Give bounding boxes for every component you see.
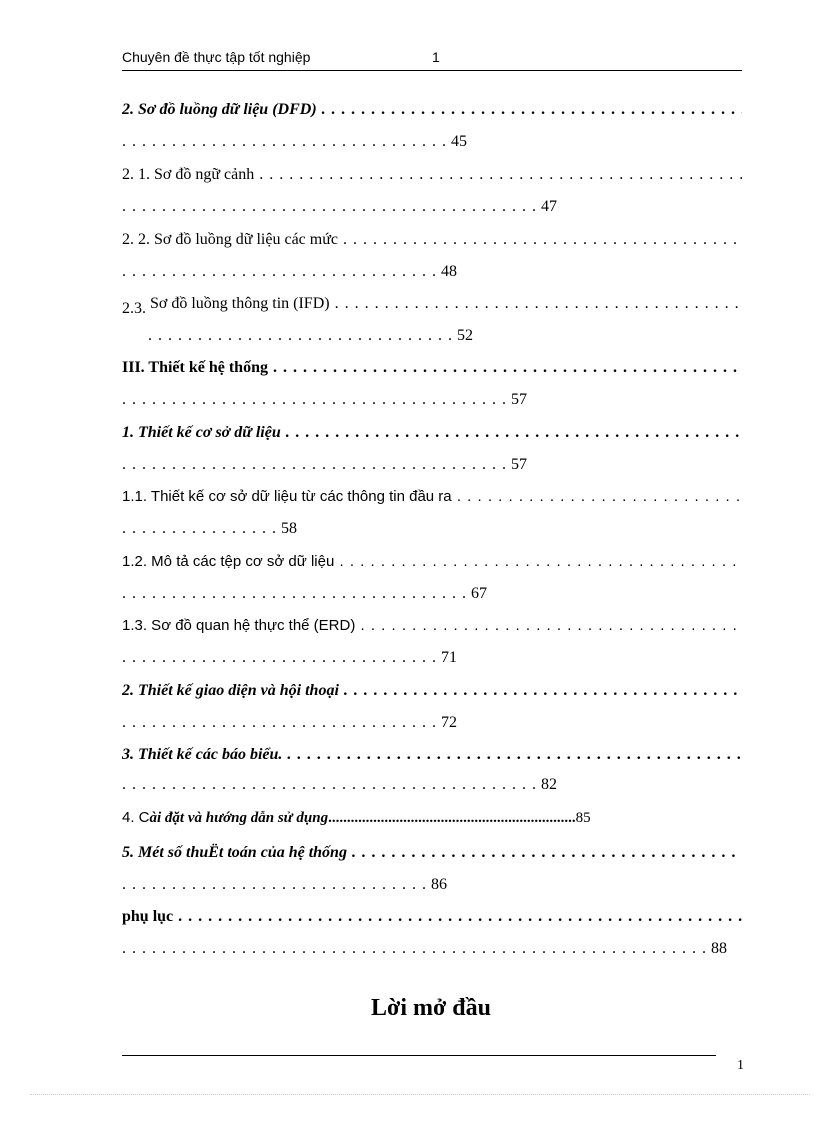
toc-leader-dots: . . . . . . . . . . . . . . . . . . . . . . . . . . . . . . . . (122, 263, 437, 280)
toc-leader-dots: . . . . . . . . . . . . . . . . . . . . . . . . . . . . . . . (122, 876, 427, 893)
toc-leader-dots: . . . . . . . . . . . . . . . . . . . . . . . . . . . . . . . . . . . (122, 585, 467, 602)
toc-entry-title: 1.2. Mô tả các tệp cơ sở dữ liệu . . . (122, 553, 742, 570)
toc-entry-db-files[interactable] (122, 552, 742, 612)
page-edge-divider (30, 1094, 810, 1095)
toc-entry-dfd[interactable] (122, 100, 742, 160)
toc-leader-dots: . . . . . . . . . . . . . . . . (122, 520, 277, 537)
toc-page-number: 67 (471, 585, 487, 602)
toc-leader-dots: . . . . . . . . . . . . . . . . . . . . . . . . . . . . . . . . . . . . . . . . . . (122, 776, 537, 793)
toc-page-number: 58 (281, 520, 297, 537)
toc-entry-prefix: 4. C (122, 809, 150, 826)
toc-entry-title: III. Thiết kế hệ thống . . . (122, 359, 742, 376)
toc-entry-title: phụ lục . . . (122, 908, 742, 925)
toc-entry-title: 2. 1. Sơ đồ ngữ cảnh . . . (122, 166, 742, 183)
page-header (122, 48, 742, 71)
footer-rule (122, 1055, 716, 1056)
toc-leader-dots: . . . . . . . . . . . . . . . . . . . . . . . . . . . . . . . . . . . . . . . . . . (122, 198, 537, 215)
toc-leader-dots: . . . . . . . . . . . . . . . . . . . . . . . . . . . . . . . . (122, 649, 437, 666)
toc-page-number: 45 (451, 133, 467, 150)
toc-entry-title: Sơ đồ luồng thông tin (IFD) . . . (146, 295, 742, 312)
toc-entry-database-design[interactable] (122, 423, 742, 483)
toc-page-number: 48 (441, 263, 457, 280)
toc-leader-dots: . . . . . . . . . . . . . . . . . . . . . . . . . . . . . . . . (122, 714, 437, 731)
toc-entry-installation[interactable] (122, 808, 742, 828)
toc-entry-title: 2. Thiết kế giao diện và hội thoại . . . (122, 682, 742, 699)
toc-leader-dots: .................................................................. (328, 810, 576, 826)
section-heading: Lời mở đầu (371, 995, 491, 1021)
toc-page-number: 88 (711, 940, 727, 957)
toc-entry-system-design[interactable] (122, 358, 742, 418)
toc-leader-dots: . . . . . . . . . . . . . . . . . . . . . . . . . . . . . . . . . . . . . . . . . . . . . . . . . . . . . . . . . . . (122, 940, 707, 957)
toc-entry-title: ài đặt và hướng dẫn sử dụng (149, 810, 329, 826)
toc-page-number: 57 (511, 456, 527, 473)
toc-page-number: 72 (441, 714, 457, 731)
toc-page-number: 71 (441, 649, 457, 666)
toc-entry-title: 2. Sơ đồ luồng dữ liệu (DFD) . . . (122, 101, 742, 118)
header-title: Chuyên đề thực tập tốt nghiệp (122, 49, 311, 65)
toc-page-number: 86 (431, 876, 447, 893)
toc-page-number: 52 (457, 327, 473, 344)
toc-page-number: 57 (511, 391, 527, 408)
toc-entry-erd[interactable] (122, 616, 742, 676)
toc-leader-dots: . . . . . . . . . . . . . . . . . . . . . . . . . . . . . . . (148, 327, 453, 344)
toc-page-number: 85 (575, 810, 591, 826)
footer-page-number: 1 (737, 1058, 744, 1073)
toc-entry-ifd[interactable] (122, 294, 742, 354)
toc-leader-dots: . . . . . . . . . . . . . . . . . . . . . . . . . . . . . . . . . . . . . . . (122, 456, 507, 473)
toc-entry-title: 2. 2. Sơ đồ luồng dữ liệu các mức . . . (122, 231, 742, 248)
toc-entry-prefix: 2.3. (122, 300, 146, 314)
toc-entry-dfd-levels[interactable] (122, 230, 742, 290)
toc-entry-title: 3. Thiết kế các báo biểu. . . . (122, 746, 742, 763)
toc-entry-ui-design[interactable] (122, 681, 742, 741)
header-page-number: 1 (432, 49, 440, 65)
toc-page-number: 47 (541, 198, 557, 215)
toc-leader-dots: . . . . . . . . . . . . . . . . . . . . . . . . . . . . . . . . . (122, 133, 447, 150)
toc-entry-context-diagram[interactable] (122, 165, 742, 225)
toc-entry-title: 1. Thiết kế cơ sở dữ liệu . . . (122, 424, 742, 441)
toc-page-number: 82 (541, 776, 557, 793)
toc-entry-appendix[interactable] (122, 907, 742, 967)
toc-entry-title: 1.1. Thiết kế cơ sở dữ liệu từ các thông tin đầu ra . . . (122, 488, 742, 505)
toc-entry-title: 1.3. Sơ đồ quan hệ thực thể (ERD) . . . (122, 617, 742, 634)
toc-entry-title: 5. Mét số thuËt toán của hệ thống . . . (122, 844, 742, 861)
toc-entry-algorithms[interactable] (122, 843, 742, 903)
toc-entry-db-from-outputs[interactable] (122, 487, 742, 547)
toc-leader-dots: . . . . . . . . . . . . . . . . . . . . . . . . . . . . . . . . . . . . . . . (122, 391, 507, 408)
toc-entry-reports[interactable] (122, 745, 742, 805)
